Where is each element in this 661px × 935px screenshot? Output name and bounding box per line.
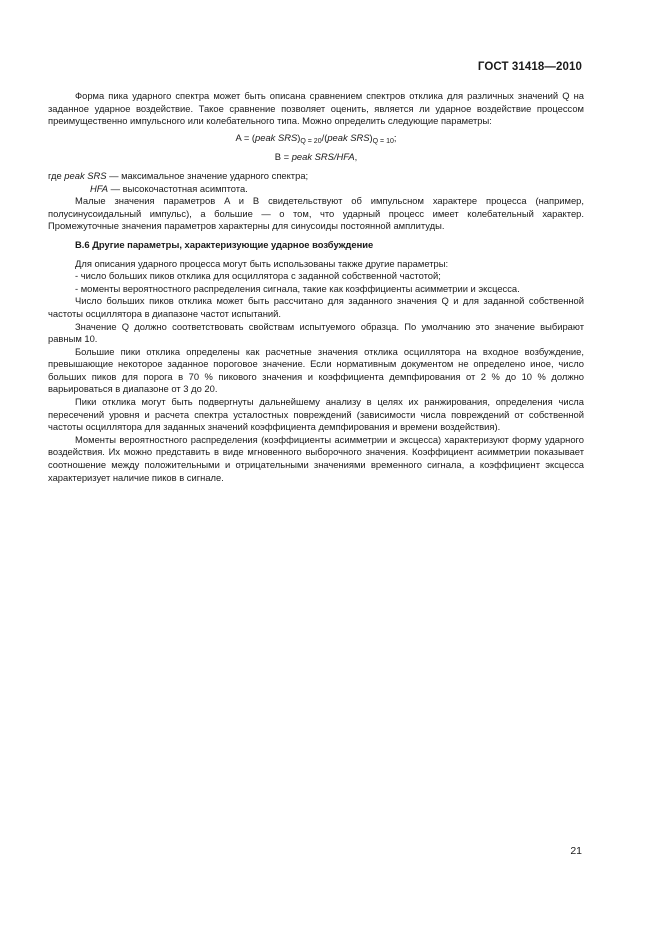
definition-peak-srs: где peak SRS — максимальное значение ударного спектра;	[48, 169, 309, 181]
paragraph-q-value: Значение Q должно соответствовать свойствам испытуемого образца. По умолчанию это значение выбирают равным 10.	[48, 320, 584, 345]
definition-hfa: HFA — высокочастотная асимптота.	[90, 182, 248, 194]
paragraph-peak-analysis: Пики отклика могут быть подвергнуты дальнейшему анализу в целях их ранжирования, определения числа пересечений уровня и расчета спектра усталостных повреждений (зависимости числа повреждений от собственной частоты осциллятора для заданных значений коэффициента демпфирования и времени воздействия).	[48, 396, 584, 433]
paragraph-large-peaks: Большие пики отклика определены как расчетные значения отклика осциллятора на входное возбуждение, превышающие некоторое заданное пороговое значение. Если нормативным документом не определено иное, число больших пиков для порога в 70 % пикового значения и коэффициента демпфирования от 2 % до 10 % должно варьироваться в диапазоне от 3 до 20.	[48, 345, 584, 395]
page-body	[48, 90, 584, 484]
paragraph-peak-count: Число больших пиков отклика может быть рассчитано для заданного значения Q и для заданной собственной частоты осциллятора в диапазоне частот испытаний.	[48, 295, 584, 319]
list-item: - моменты вероятностного распределения сигнала, такие как коэффициенты асимметрии и эксцесса.	[75, 282, 520, 294]
page-number: 21	[570, 845, 582, 857]
paragraph-other-params: Для описания ударного процесса могут быть использованы также другие параметры:	[75, 257, 449, 269]
formula-b: B = peak SRS/HFA,	[274, 151, 358, 163]
paragraph-small-values: Малые значения параметров A и B свидетельствуют об импульсном характере процесса (например, полусинусоидальный импульс), а большие — о том, что ударный процесс имеет колебательный характер. Промежуточные значения параметров характерны для синусоиды постоянной амплитуды.	[48, 195, 584, 232]
formula-a: A = (peak $SRS)_{Q = 20}/(peak$ $SRS)_{Q = 10}$;	[235, 131, 397, 145]
paragraph-moments: Моменты вероятностного распределения (коэффициенты асимметрии и эксцесса) характеризуют форму ударного воздействия. Их можно представить в виде мгновенного выборочного значения. Коэффициент асимметрии показывает соотношение между положительными и отрицательными значениями временного сигнала, а коэффициент эксцесса характеризует наличие пиков в сигнале.	[48, 433, 584, 483]
document-id-header: ГОСТ 31418—2010	[477, 61, 582, 73]
list-item: - число больших пиков отклика для осциллятора с заданной собственной частотой;	[75, 270, 441, 282]
section-title-b6: В.6 Другие параметры, характеризующие ударное возбуждение	[75, 238, 374, 250]
paragraph-srs-shape: Форма пика ударного спектра может быть описана сравнением спектров отклика для различных значений Q на заданное ударное воздействие. Такое сравнение позволяет оценить, является ли ударное воздействие процессом преимущественно импульсного или колебательного типа. Можно определить следующие параметры:	[48, 90, 584, 127]
